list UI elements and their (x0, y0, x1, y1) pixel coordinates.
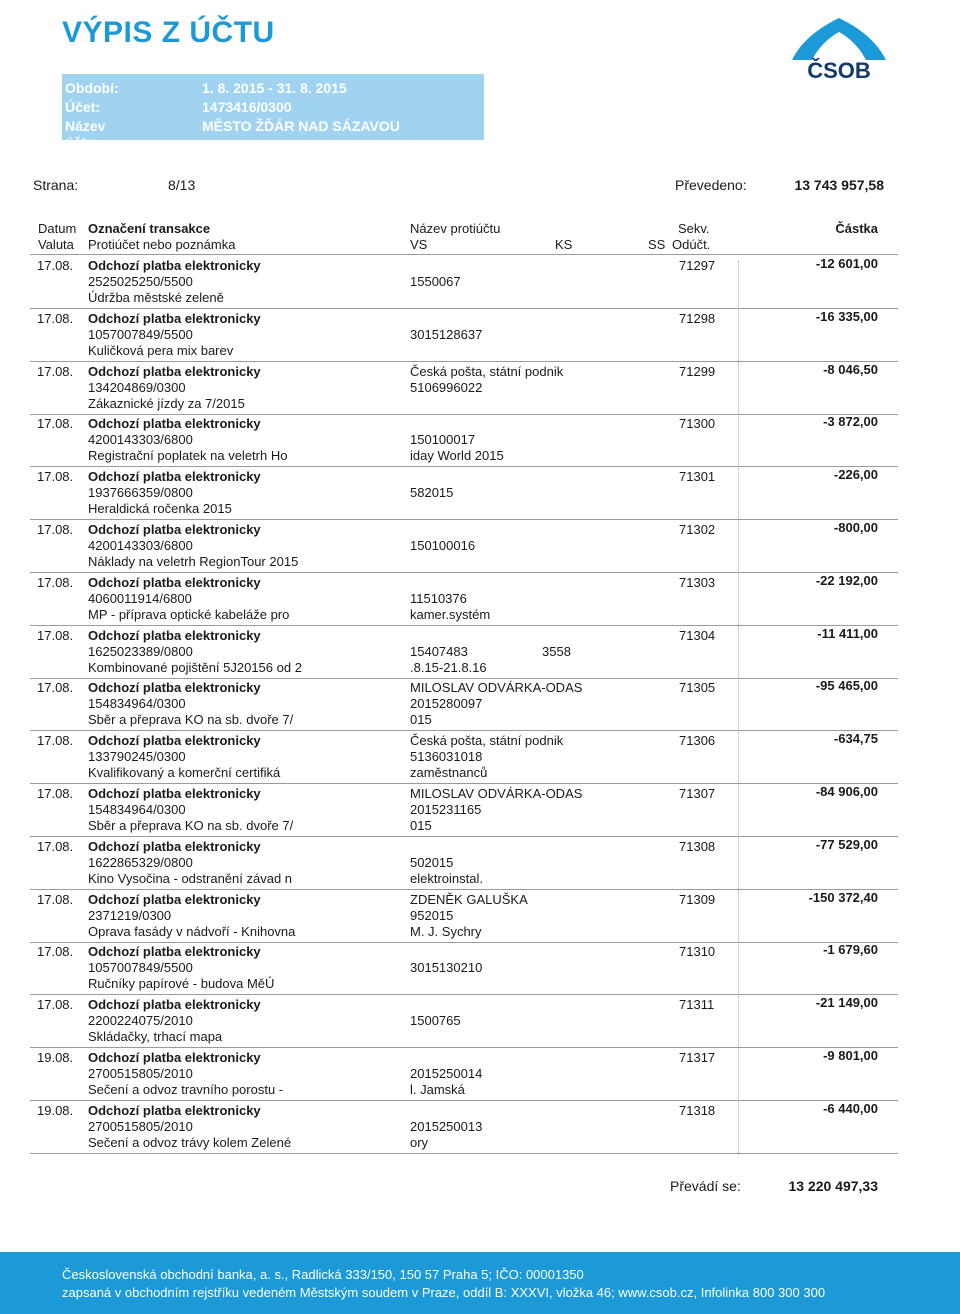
row-vs: 2015231165 (410, 802, 482, 817)
row-seq: 71298 (679, 311, 716, 326)
row-note: Ručníky papírové - budova MěÚ (88, 976, 275, 991)
row-vs: 5136031018 (410, 749, 483, 764)
transferred-label: Převedeno: (675, 177, 747, 193)
row-account: 4200143303/6800 (88, 538, 193, 553)
col-ks: KS (555, 237, 573, 252)
row-amount: -3 872,00 (823, 414, 878, 429)
col-oductu: Odúčt. (672, 237, 711, 252)
row-account: 133790245/0300 (88, 749, 186, 764)
row-account: 154834964/0300 (88, 696, 186, 711)
row-vs-cont: .8.15-21.8.16 (410, 660, 487, 675)
row-account: 154834964/0300 (88, 802, 186, 817)
row-date: 17.08. (37, 786, 74, 801)
row-date: 17.08. (37, 258, 74, 273)
row-date: 17.08. (37, 311, 74, 326)
row-seq: 71301 (679, 469, 716, 484)
carry-label: Převádí se: (670, 1178, 741, 1194)
row-type: Odchozí platba elektronicky (88, 416, 261, 431)
row-account: 4060011914/6800 (88, 591, 192, 606)
row-seq: 71311 (679, 997, 715, 1012)
row-amount: -22 192,00 (815, 573, 878, 588)
row-vs-cont: kamer.systém (410, 607, 491, 622)
row-vs: 5106996022 (410, 380, 483, 395)
row-vs: 2015250013 (410, 1119, 483, 1134)
row-amount: -9 801,00 (823, 1048, 878, 1063)
row-account: 1057007849/5500 (88, 960, 193, 975)
row-vs: 150100017 (410, 432, 476, 447)
account-value: 1473416/0300 (202, 99, 292, 115)
row-vs: 582015 (410, 485, 454, 500)
row-seq: 71300 (679, 416, 716, 431)
row-account: 1937666359/0800 (88, 485, 193, 500)
row-type: Odchozí platba elektronicky (88, 786, 261, 801)
row-date: 17.08. (37, 575, 74, 590)
col-nazev-protiuctu: Název protiúčtu (410, 221, 501, 236)
row-account: 2700515805/2010 (88, 1066, 193, 1081)
row-account: 1622865329/0800 (88, 855, 193, 870)
row-amount: -1 679,60 (823, 942, 878, 957)
row-note: Kino Vysočina - odstranění závad n (88, 871, 293, 886)
row-vs-cont: 015 (410, 712, 432, 727)
row-note: Heraldická ročenka 2015 (88, 501, 232, 516)
col-oznaceni: Označení transakce (88, 221, 211, 236)
row-note: Sběr a přeprava KO na sb. dvoře 7/ (88, 818, 294, 833)
row-vs: 3015130210 (410, 960, 483, 975)
row-type: Odchozí platba elektronicky (88, 311, 261, 326)
row-type: Odchozí platba elektronicky (88, 1103, 261, 1118)
row-amount: -8 046,50 (823, 362, 878, 377)
row-type: Odchozí platba elektronicky (88, 997, 261, 1012)
row-vs: 502015 (410, 855, 454, 870)
col-vs: VS (410, 237, 428, 252)
row-amount: -6 440,00 (823, 1101, 878, 1116)
row-type: Odchozí platba elektronicky (88, 944, 261, 959)
row-vs: 1550067 (410, 274, 461, 289)
column-separator (738, 261, 739, 1153)
row-account: 2200224075/2010 (88, 1013, 193, 1028)
row-date: 19.08. (37, 1103, 74, 1118)
row-note: Registrační poplatek na veletrh Ho (88, 448, 288, 463)
row-seq: 71305 (679, 680, 716, 695)
row-seq: 71303 (679, 575, 716, 590)
row-seq: 71307 (679, 786, 716, 801)
row-note: Sečení a odvoz travního porostu - (88, 1082, 284, 1097)
row-amount: -21 149,00 (815, 995, 878, 1010)
row-vs-cont: 015 (410, 818, 432, 833)
row-type: Odchozí platba elektronicky (88, 258, 261, 273)
row-type: Odchozí platba elektronicky (88, 522, 261, 537)
row-type: Odchozí platba elektronicky (88, 628, 261, 643)
row-name: MILOSLAV ODVÁRKA-ODAS (410, 786, 583, 801)
document-title: VÝPIS Z ÚČTU (62, 16, 275, 49)
row-vs-cont: zaměstnanců (410, 765, 488, 780)
footer-line-2: zapsaná v obchodním rejstříku vedeném Městským soudem v Praze, oddíl B: XXXVI, vložka 46; www.csob.cz, Infolinka 800 300 300 (62, 1285, 826, 1300)
row-type: Odchozí platba elektronicky (88, 364, 261, 379)
row-type: Odchozí platba elektronicky (88, 892, 261, 907)
footer-line-1: Československá obchodní banka, a. s., Radlická 333/150, 150 57 Praha 5; IČO: 00001350 (62, 1267, 584, 1282)
row-note: Skládačky, trhací mapa (88, 1029, 223, 1044)
row-note: Kuličková pera mix barev (88, 343, 234, 358)
col-datum: Datum (38, 221, 77, 236)
row-seq: 71304 (679, 628, 716, 643)
row-date: 17.08. (37, 469, 74, 484)
row-note: Kvalifikovaný a komerční certifiká (88, 765, 281, 780)
row-type: Odchozí platba elektronicky (88, 469, 261, 484)
account-name-label: Název účtu: (65, 118, 106, 150)
csob-logo (790, 14, 888, 80)
row-name: MILOSLAV ODVÁRKA-ODAS (410, 680, 583, 695)
row-note: Sečení a odvoz trávy kolem Zelené (88, 1135, 292, 1150)
row-amount: -800,00 (833, 520, 878, 535)
carry-value: 13 220 497,33 (788, 1178, 878, 1194)
row-date: 17.08. (37, 522, 74, 537)
row-date: 17.08. (37, 364, 74, 379)
transferred-value: 13 743 957,58 (794, 177, 884, 193)
footer-bar (0, 1252, 960, 1314)
row-vs: 1500765 (410, 1013, 461, 1028)
period-value: 1. 8. 2015 - 31. 8. 2015 (202, 80, 347, 96)
page-value: 8/13 (168, 177, 196, 193)
row-seq: 71310 (679, 944, 716, 959)
row-vs-cont: l. Jamská (410, 1082, 465, 1097)
col-valuta: Valuta (38, 237, 74, 252)
row-name: Česká pošta, státní podnik (410, 364, 564, 379)
row-seq: 71309 (679, 892, 716, 907)
row-type: Odchozí platba elektronicky (88, 680, 261, 695)
row-vs: 150100016 (410, 538, 476, 553)
row-divider (30, 1153, 898, 1154)
row-ks: 3558 (542, 644, 571, 659)
row-vs-cont: M. J. Sychry (410, 924, 482, 939)
account-label: Účet: (65, 99, 101, 115)
row-note: MP - příprava optické kabeláže pro (88, 607, 290, 622)
row-type: Odchozí platba elektronicky (88, 733, 261, 748)
row-note: Náklady na veletrh RegionTour 2015 (88, 554, 299, 569)
row-note: Kombinované pojištění 5J20156 od 2 (88, 660, 302, 675)
row-seq: 71318 (679, 1103, 716, 1118)
row-date: 17.08. (37, 680, 74, 695)
row-vs-cont: elektroinstal. (410, 871, 483, 886)
row-account: 4200143303/6800 (88, 432, 193, 447)
row-name: ZDENĚK GALUŠKA (410, 892, 528, 907)
row-seq: 71306 (679, 733, 716, 748)
row-account: 134204869/0300 (88, 380, 186, 395)
row-seq: 71299 (679, 364, 716, 379)
row-account: 2700515805/2010 (88, 1119, 193, 1134)
row-amount: -12 601,00 (815, 256, 878, 271)
row-date: 17.08. (37, 944, 74, 959)
header-divider (30, 254, 898, 255)
col-sekv: Sekv. (678, 221, 710, 236)
row-seq: 71317 (679, 1050, 716, 1065)
row-name: Česká pošta, státní podnik (410, 733, 564, 748)
row-date: 17.08. (37, 416, 74, 431)
row-date: 17.08. (37, 733, 74, 748)
row-seq: 71308 (679, 839, 716, 854)
row-note: Údržba městské zeleně (88, 290, 224, 305)
row-type: Odchozí platba elektronicky (88, 575, 261, 590)
row-type: Odchozí platba elektronicky (88, 839, 261, 854)
row-seq: 71302 (679, 522, 716, 537)
row-amount: -77 529,00 (815, 837, 878, 852)
row-date: 17.08. (37, 839, 74, 854)
row-amount: -150 372,40 (808, 890, 878, 905)
col-ss: SS (648, 237, 666, 252)
row-type: Odchozí platba elektronicky (88, 1050, 261, 1065)
row-amount: -84 906,00 (815, 784, 878, 799)
row-vs: 3015128637 (410, 327, 483, 342)
row-account: 2525025250/5500 (88, 274, 193, 289)
row-account: 2371219/0300 (88, 908, 172, 923)
row-date: 17.08. (37, 997, 74, 1012)
row-account: 1057007849/5500 (88, 327, 193, 342)
row-vs: 11510376 (410, 591, 467, 606)
row-note: Sběr a přeprava KO na sb. dvoře 7/ (88, 712, 294, 727)
row-amount: -95 465,00 (815, 678, 878, 693)
row-vs: 15407483 (410, 644, 468, 659)
row-amount: -226,00 (833, 467, 878, 482)
row-seq: 71297 (679, 258, 716, 273)
row-vs: 952015 (410, 908, 454, 923)
col-castka: Částka (835, 221, 878, 236)
account-info-box (62, 74, 484, 150)
col-protiucet: Protiúčet nebo poznámka (88, 237, 236, 252)
row-vs: 2015250014 (410, 1066, 483, 1081)
row-amount: -11 411,00 (817, 626, 878, 641)
row-amount: -16 335,00 (815, 309, 878, 324)
row-vs: 2015280097 (410, 696, 483, 711)
row-vs-cont: ory (410, 1135, 429, 1150)
row-vs-cont: iday World 2015 (410, 448, 504, 463)
row-date: 17.08. (37, 892, 74, 907)
row-note: Oprava fasády v nádvoří - Knihovna (88, 924, 296, 939)
page-label: Strana: (33, 177, 79, 193)
row-date: 19.08. (37, 1050, 74, 1065)
period-label: Období: (65, 80, 119, 96)
row-note: Zákaznické jízdy za 7/2015 (88, 396, 245, 411)
row-amount: -634,75 (833, 731, 878, 746)
svg-text:ČSOB: ČSOB (807, 58, 871, 80)
row-date: 17.08. (37, 628, 74, 643)
account-name-value: MĚSTO ŽĎÁR NAD SÁZAVOU (202, 118, 400, 134)
row-account: 1625023389/0800 (88, 644, 193, 659)
